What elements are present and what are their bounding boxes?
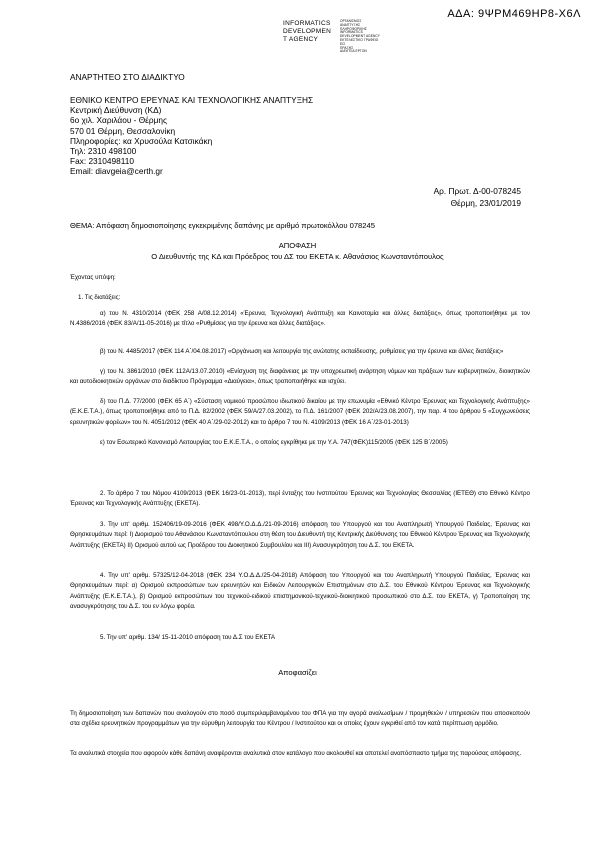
item-1: 1. Τις διατάξεις: — [78, 294, 121, 301]
sender-org: ΕΘΝΙΚΟ ΚΕΝΤΡΟ ΕΡΕΥΝΑΣ ΚΑΙ ΤΕΧΝΟΛΟΓΙΚΗΣ ΑΝΑΠΤΥΞΗΣ — [70, 95, 314, 105]
sender-info: Πληροφορίες: κα Χρυσούλα Κατσικάκη — [70, 135, 213, 146]
item-1c: γ) του Ν. 3861/2010 (ΦΕΚ 112Α/13.07.2010) «Ενίσχυση της διαφάνειας με την υποχρεωτική ανάρτηση νόμων και πράξεων των κυβερνητικών, διοικητικών και αυτοδιοικητικών οργάνων στο διαδίκτυο Πρόγραμμα «Διαύγεια», όπως τροποποιήθηκε και ισχύει. — [70, 368, 530, 386]
item-1b: β) του Ν. 4485/2017 (ΦΕΚ 114 Α΄/04.08.2017) «Οργάνωση και λειτουργία της ανώτατης εκπαίδευσης, ρυθμίσεις για την έρευνα και άλλες διατάξεις» — [100, 348, 504, 355]
logo-small-line: ΑΝΑΠΤΥΞΗΣ — [340, 22, 361, 27]
sender-city: 570 01 Θέρμη, Θεσσαλονίκη — [70, 125, 176, 136]
sender-address: 6ο χιλ. Χαριλάου - Θέρμης — [70, 115, 167, 126]
logo-small-line: ΕΚΤΕΛΕΣΤΙΚΟ ΓΡΑΦΕΙΟ — [340, 37, 379, 42]
item-5: 5. Την υπ' αριθμ. 134/ 15-11-2010 απόφαση του Δ.Σ του ΕΚΕΤΑ — [100, 634, 276, 641]
agency-logo-text — [283, 20, 331, 44]
subject-line: ΘΕΜΑ: Απόφαση δημοσιοποίησης εγκεκριμένης δαπάνης με αριθμό πρωτοκόλλου 078245 — [70, 221, 375, 230]
logo-small-line: ΟΡΓΑΝΙΣΜΟΣ — [340, 19, 362, 23]
sender-block — [70, 95, 313, 177]
item-2: 2. Το άρθρο 7 του Νόμου 4109/2013 (ΦΕΚ 16/23-01-2013), περί ένταξης του Ινστιτούτου Έρευνας και Τεχνολογίας Θεσσαλίας (ΙΕΤΕΘ) στο Εθνικό Κέντρο Έρευνας και Τεχνολογικής Ανάπτυξης (ΕΚΕΤΑ). — [70, 490, 530, 508]
protocol-number: Αρ. Πρωτ. Δ-00-078245 — [433, 186, 521, 196]
protocol-date: Θέρμη, 23/01/2019 — [450, 198, 521, 208]
item-4: 4. Την υπ' αριθμ. 57325/12-04-2018 (ΦΕΚ 234 Υ.Ο.Δ.Δ./25-04-2018) Απόφαση του Υπουργού και του Αναπληρωτή Υπουργού Παιδείας, Έρευνας και Θρησκευμάτων περί: α) Ορισμού εκπροσώπων των ερευνητών και Ειδικών Λειτουργικών Επιστημόνων στο Δ.Σ. του Εθνικού Κέντρου Έρευνας και Τεχνολογικής Ανάπτυξης (Ε.Κ.Ε.Τ.Α.), β) Ορισμού εκπροσώπων του τεχνικού-ειδικού επιστημονικού-τεχνικού-διοικητικού προσωπικού στο Δ.Σ. του ΕΚΕΤΑ, γ) Τροποποίηση της ανασυγκρότησης του Δ.Σ. του εν λόγω φορέα. — [70, 572, 530, 611]
item-1a: α) του Ν. 4310/2014 (ΦΕΚ 258 Α/08.12.2014) «Έρευνα, Τεχνολογική Ανάπτυξη και Καινοτομία και άλλες διατάξεις», όπως τροποποιήθηκε με τον Ν.4386/2016 (ΦΕΚ 83/Α/11-05-2016) με τίτλο «Ρυθμίσεις για την έρευνα και άλλες διατάξεις». — [70, 310, 530, 328]
posting-notice: ΑΝΑΡΤΗΤΕΟ ΣΤΟ ΔΙΑΔΙΚΤΥΟ — [70, 72, 185, 82]
decides-heading: Αποφασίζει — [278, 668, 317, 677]
logo-small-line: INFORMATICS — [340, 30, 363, 35]
logo-small-line: ΠΡΑΞΗΣ — [340, 45, 354, 50]
sender-fax: Fax: 2310498110 — [70, 156, 134, 167]
logo-small-line: ΕΙΣ — [340, 41, 346, 46]
decision-title: ΑΠΟΦΑΣΗ — [278, 241, 317, 250]
ada-code: ΑΔΑ: 9ΨΡΜ469ΗΡ8-Χ6Λ — [447, 8, 581, 20]
logo-line: DEVELOPMEN — [283, 28, 332, 35]
sender-dept: Κεντρική Διεύθυνση (ΚΔ) — [70, 105, 162, 116]
sender-email: Email: diavgeia@certh.gr — [70, 166, 163, 177]
agency-logo-small-text — [340, 20, 380, 54]
logo-small-line: ΠΛΗΡΟΦΟΡΙΚΗΣ — [340, 26, 367, 31]
logo-line: INFORMATICS — [283, 20, 331, 27]
logo-small-line: DEVELOPMENT AGENCY — [340, 34, 381, 39]
logo-line: T AGENCY — [283, 36, 319, 43]
item-3: 3. Την υπ' αριθμ. 152406/19-09-2016 (ΦΕΚ 498/Υ.Ο.Δ.Δ./21-09-2016) απόφαση του Υπουργού και του Αναπληρωτή Υπουργού Παιδείας, Έρευνας και Θρησκευμάτων περί: I) Διορισμού του Αθανάσιου Κωνσταντόπουλου στη θέση του Διευθυντή της Κεντρικής Διεύθυνσης του Εθνικού Κέντρου Έρευνας και Τεχνολογικής Ανάπτυξης (ΕΚΕΤΑ) II) Ορισμού αυτού ως Προέδρου του Διοικητικού Συμβουλίου και III) Ανασυγκρότηση του Δ.Σ. του ΕΚΕΤΑ. — [70, 521, 530, 549]
final-paragraph-1: Τη δημοσιοποίηση των δαπανών που αναλογούν στο ποσό συμπεριλαμβανομένου του ΦΠΑ για την αγορά αναλωσίμων / προμηθειών / υπηρεσιών που αποσκοπούν στα σχέδια ερευνητικών προγραμμάτων για την εύρυθμη λειτουργία του Κέντρου / Ινστιτούτου και οι οποίες έχουν εγκριθεί από τον κατά περίπτωση αρμόδιο. — [70, 710, 530, 728]
final-paragraph-2: Τα αναλυτικά στοιχεία που αφορούν κάθε δαπάνη αναφέρονται αναλυτικά στον κατάλογο που ακολουθεί και αποτελεί αναπόσπαστο τμήμα της παρούσας απόφασης. — [70, 750, 522, 757]
having-regard: Έχοντας υπόψη: — [70, 274, 116, 281]
sender-tel: Τηλ: 2310 498100 — [70, 146, 137, 157]
item-1e: ε) τον Εσωτερικό Κανονισμό Λειτουργίας του Ε.Κ.Ε.Τ.Α., ο οποίος εγκρίθηκε με την Υ.Α. 747(ΦΕΚ)115/2005 (ΦΕΚ 125 Β΄/2005) — [100, 439, 448, 446]
decision-issuer: Ο Διευθυντής της ΚΔ και Πρόεδρος του ΔΣ του ΕΚΕΤΑ κ. Αθανάσιος Κωνσταντόπουλος — [151, 252, 444, 261]
logo-small-line: ΔΙΑΥΓΕΙΑ ΕΡΓΟΝ — [340, 49, 367, 54]
item-1d: δ) του Π.Δ. 77/2000 (ΦΕΚ 65 Α΄) «Σύσταση νομικού προσώπου ιδιωτικού δικαίου με την επωνυμία «Εθνικό Κέντρο Έρευνας και Τεχνολογικής Ανάπτυξης» (Ε.Κ.Ε.Τ.Α.), όπως τροποποιήθηκε από το Π.Δ. 82/2002 (ΦΕΚ 59/Α/27.03.2002), το Π.Δ. 161/2007 (ΦΕΚ 202/Α/23.08.2007), την παρ. 4 του άρθρου 5 «Συγχωνεύσεις ερευνητικών φορέων» του Ν. 4051/2012 (ΦΕΚ 40 Α΄/29-02-2012) και το άρθρο 7 του Ν. 4109/2013 (ΦΕΚ 16 Α΄/23-01-2013) — [70, 398, 530, 426]
